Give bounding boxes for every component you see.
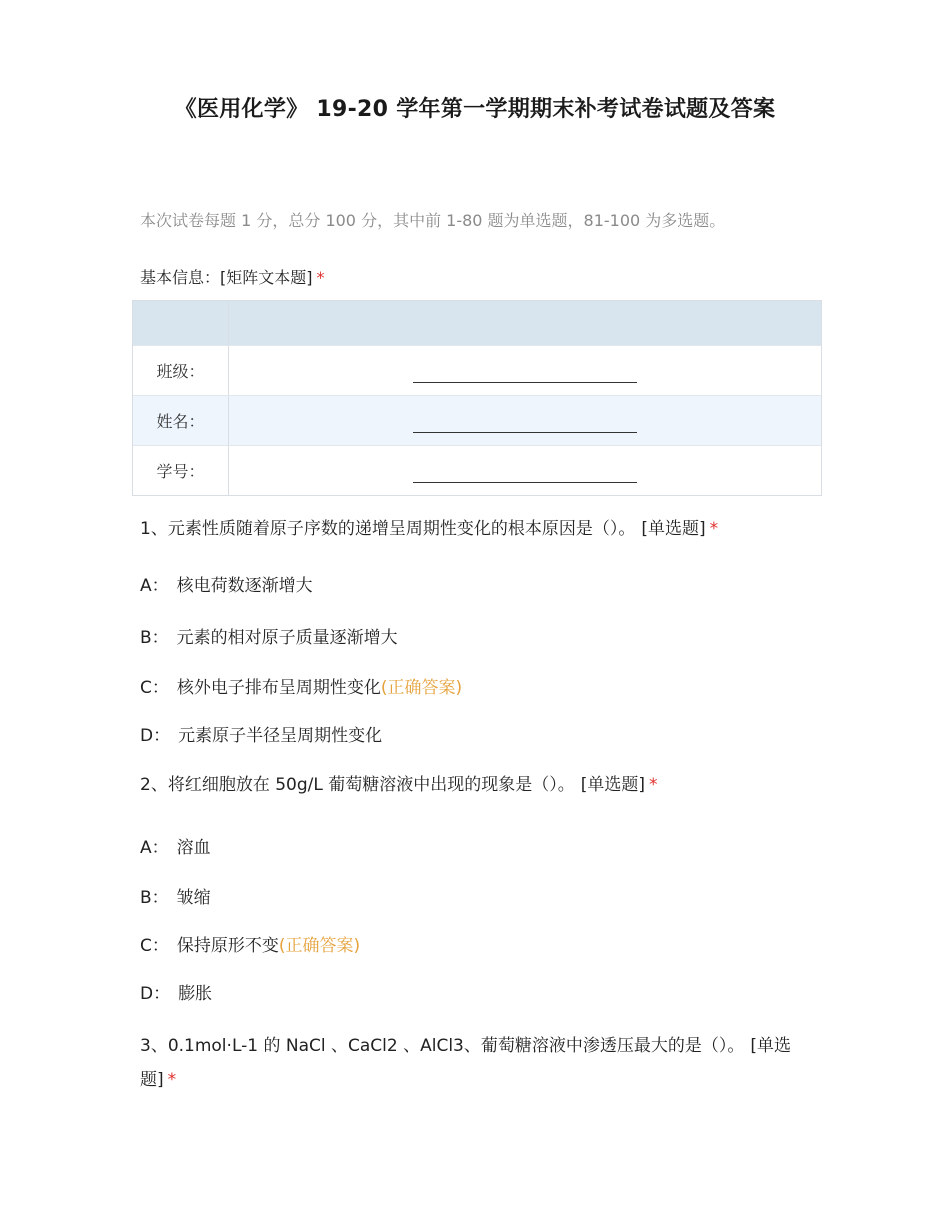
option-letter: D： xyxy=(140,726,171,746)
option-text: 皱缩 xyxy=(176,888,211,908)
required-marker: * xyxy=(316,268,325,287)
option-text: 保持原形不变 xyxy=(176,936,279,956)
matrix-row-label: 学号： xyxy=(133,446,229,495)
option-letter: C： xyxy=(140,936,169,956)
required-marker: * xyxy=(649,775,658,795)
matrix-row-name xyxy=(133,395,821,445)
q1-option-a[interactable] xyxy=(140,571,313,596)
matrix-row-class xyxy=(133,345,821,395)
q1-option-d[interactable] xyxy=(140,721,382,746)
basic-info-label: 基本信息：[矩阵文本题] xyxy=(140,268,313,287)
matrix-row-value xyxy=(229,346,821,395)
matrix-header-row xyxy=(133,301,821,345)
matrix-header-value-cell xyxy=(229,301,821,345)
class-input-line[interactable] xyxy=(413,358,637,383)
document-title: 《医用化学》 19-20 学年第一学期期末补考试卷试题及答案 xyxy=(174,97,776,122)
q2-option-b[interactable] xyxy=(140,883,211,908)
q2-option-c[interactable] xyxy=(140,931,360,956)
required-marker: * xyxy=(709,519,719,539)
option-letter: B： xyxy=(140,888,169,908)
matrix-row-student-id xyxy=(133,445,821,495)
question-type: [单选题] xyxy=(641,519,706,539)
question-text: 2、将红细胞放在 50g/L 葡萄糖溶液中出现的现象是（）。 xyxy=(140,775,575,795)
correct-answer-tag: (正确答案) xyxy=(278,936,361,956)
q1-option-c[interactable] xyxy=(140,673,462,698)
option-letter: C： xyxy=(140,678,169,698)
question-type: [单选题] xyxy=(140,1036,792,1090)
option-letter: D： xyxy=(140,984,171,1004)
q2-option-a[interactable] xyxy=(140,833,211,858)
question-text: 1、元素性质随着原子序数的递增呈周期性变化的根本原因是（）。 xyxy=(140,519,636,539)
option-text: 元素的相对原子质量逐渐增大 xyxy=(176,628,398,648)
question-2 xyxy=(140,768,820,802)
option-text: 溶血 xyxy=(176,838,211,858)
question-text: 3、0.1mol·L-1 的 NaCl 、CaCl2 、AlCl3、葡萄糖溶液中渗透压最大的是（）。 xyxy=(140,1036,745,1056)
option-letter: A： xyxy=(140,576,169,596)
q2-option-d[interactable] xyxy=(140,979,212,1004)
question-1 xyxy=(140,512,820,546)
q1-option-b[interactable] xyxy=(140,623,398,648)
name-input-line[interactable] xyxy=(413,408,637,433)
option-text: 元素原子半径呈周期性变化 xyxy=(178,726,383,746)
option-letter: A： xyxy=(140,838,169,858)
option-letter: B： xyxy=(140,628,169,648)
basic-info-heading xyxy=(140,265,325,288)
option-text: 核电荷数逐渐增大 xyxy=(176,576,313,596)
matrix-row-label: 班级： xyxy=(133,346,229,395)
matrix-row-value xyxy=(229,446,821,495)
question-3 xyxy=(140,1029,820,1097)
matrix-header-label-cell xyxy=(133,301,229,345)
required-marker: * xyxy=(167,1070,177,1090)
intro-text: 本次试卷每题 1 分，总分 100 分，其中前 1-80 题为单选题，81-100 为多选题。 xyxy=(140,211,726,230)
correct-answer-tag: (正确答案) xyxy=(380,678,463,698)
student-id-input-line[interactable] xyxy=(413,458,637,483)
basic-info-matrix xyxy=(132,300,822,496)
matrix-row-label: 姓名： xyxy=(133,396,229,445)
question-type: [单选题] xyxy=(580,775,646,795)
matrix-row-value xyxy=(229,396,821,445)
option-text: 膨胀 xyxy=(178,984,213,1004)
option-text: 核外电子排布呈周期性变化 xyxy=(176,678,381,698)
